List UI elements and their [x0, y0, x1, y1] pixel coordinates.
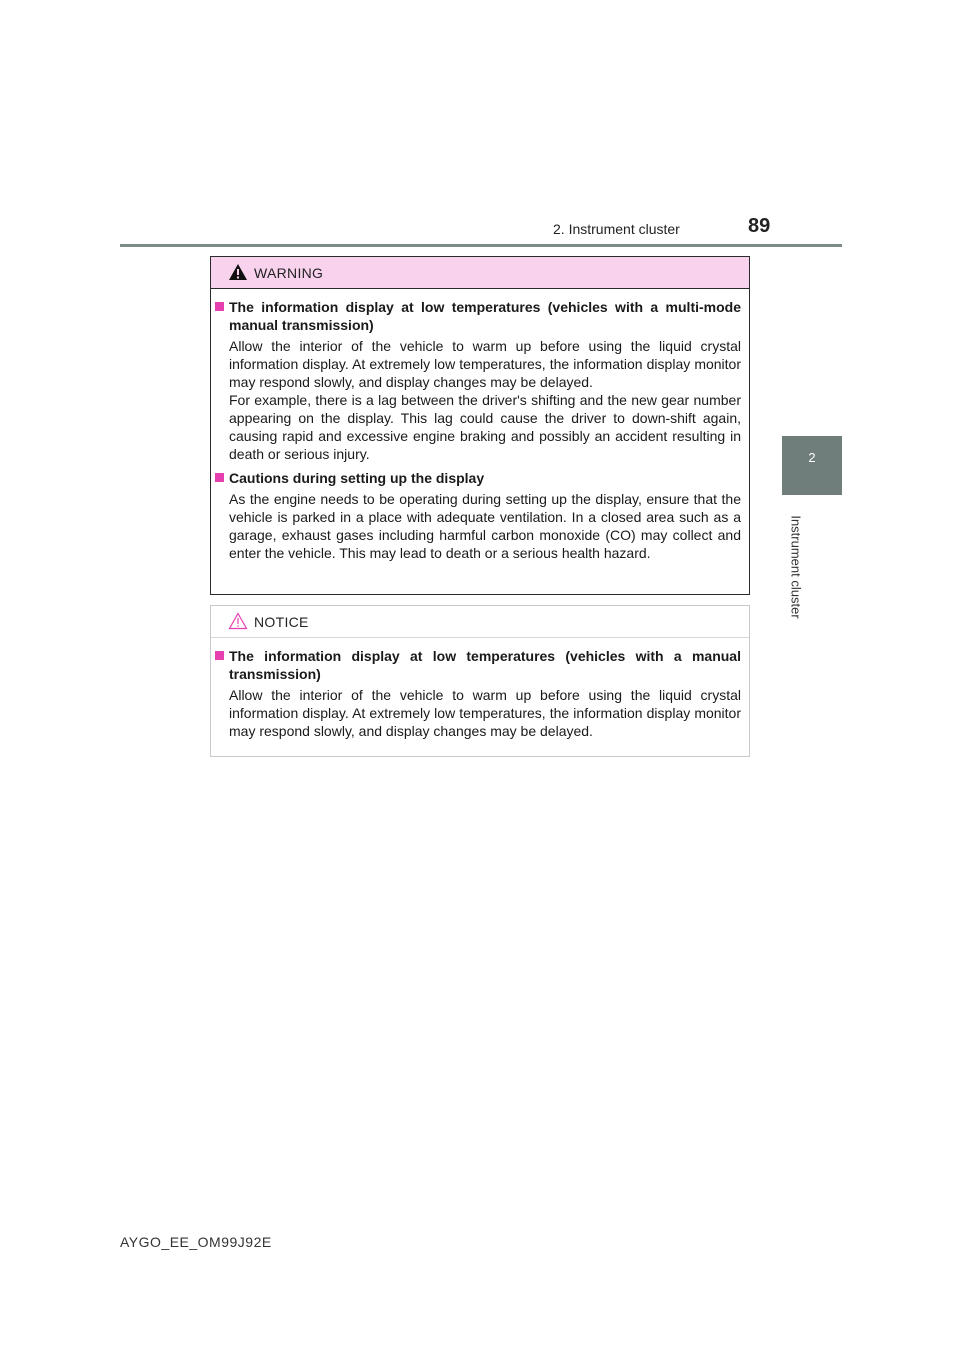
page-number: 89: [748, 215, 771, 237]
notice-item-heading: [215, 647, 741, 683]
chapter-label-container: [786, 507, 806, 627]
bullet-square-icon: [215, 302, 224, 311]
notice-box: [210, 605, 750, 757]
chapter-number: 2: [808, 450, 816, 465]
warning-item-text: As the engine needs to be operating during setting up the display, ensure that the vehicle is parked in a place with adequate ventilation. In a closed area such as a garage, exhaust gases including harmful carbon monoxide (CO) may collect and enter the vehicle. This may lead to death or a serious health hazard.: [229, 491, 741, 561]
notice-header: [211, 606, 749, 638]
notice-item-title: The information display at low temperatures (vehicles with a manual transmission): [229, 648, 741, 682]
section-title: 2. Instrument cluster: [553, 221, 680, 237]
notice-triangle-icon: [228, 612, 248, 630]
warning-item: [215, 298, 741, 463]
warning-item-text: Allow the interior of the vehicle to warm up before using the liquid crystal information display. At extremely low temperatures, the information display monitor may respond slowly, and display changes may be delayed. For example, there is a lag between the driver's shifting and the new gear number appearing on the display. This lag could cause the driver to down-shift again, causing rapid and excessive engine braking and possibly an accident resulting in death or serious injury.: [229, 338, 741, 462]
warning-item-heading: [215, 469, 741, 487]
notice-title: NOTICE: [254, 614, 309, 630]
chapter-tab: [782, 436, 842, 495]
warning-item-title: The information display at low temperatures (vehicles with a multi-mode manual transmission): [229, 299, 741, 333]
warning-box: [210, 256, 750, 595]
warning-title: WARNING: [254, 265, 324, 281]
notice-item: [215, 647, 741, 740]
warning-item-heading: [215, 298, 741, 334]
header-divider: [120, 244, 842, 247]
warning-header: [211, 257, 749, 289]
warning-triangle-icon: [228, 263, 248, 281]
notice-item-text: Allow the interior of the vehicle to warm up before using the liquid crystal information display. At extremely low temperatures, the information display monitor may respond slowly, and display changes may be delayed.: [229, 687, 741, 739]
bullet-square-icon: [215, 473, 224, 482]
bullet-square-icon: [215, 651, 224, 660]
warning-item-title: Cautions during setting up the display: [229, 470, 485, 486]
notice-body: [211, 638, 749, 740]
document-code: AYGO_EE_OM99J92E: [120, 1234, 272, 1250]
warning-body: [211, 289, 749, 562]
warning-item: [215, 469, 741, 562]
chapter-label: Instrument cluster: [788, 515, 804, 619]
